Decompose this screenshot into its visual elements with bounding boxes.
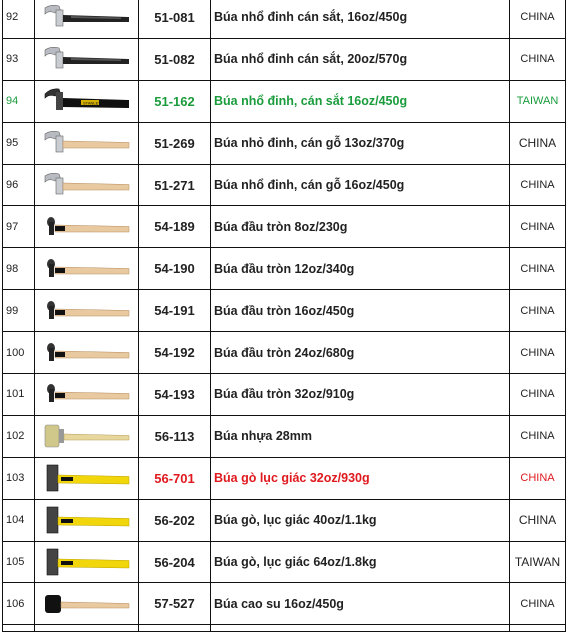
product-table [2, 0, 566, 632]
row-number: 96 [3, 164, 35, 206]
product-name: Búa đầu tròn 8oz/230g [211, 206, 510, 248]
product-image [35, 248, 139, 290]
product-code: 54-189 [139, 206, 211, 248]
ball-peen-hammer-icon [41, 212, 133, 242]
product-image [35, 122, 139, 164]
sledge-hammer-icon [41, 547, 133, 577]
row-number: 102 [3, 415, 35, 457]
product-name: Búa gò, lục giác 40oz/1.1kg [211, 499, 510, 541]
svg-text:STANLEY: STANLEY [82, 100, 101, 106]
table-row [3, 206, 566, 248]
product-name: Búa gò lục giác 32oz/930g [211, 457, 510, 499]
table-row [3, 80, 566, 122]
ball-peen-hammer-icon [41, 338, 133, 368]
product-image [35, 332, 139, 374]
row-number: 101 [3, 374, 35, 416]
claw-hammer-wood-icon [41, 170, 133, 200]
product-name: Búa nhổ đinh cán sắt, 16oz/450g [211, 0, 510, 38]
origin-country: TAIWAN [510, 80, 566, 122]
origin-country: CHINA [510, 374, 566, 416]
table-row [3, 541, 566, 583]
origin-country: CHINA [510, 415, 566, 457]
origin-country: CHINA [510, 248, 566, 290]
origin-country: CHINA [510, 122, 566, 164]
origin-country: CHINA [510, 0, 566, 38]
ball-peen-hammer-icon [41, 296, 133, 326]
product-image [35, 583, 139, 625]
product-image [35, 457, 139, 499]
table-row [3, 38, 566, 80]
ball-peen-hammer-icon [41, 379, 133, 409]
claw-hammer-black-icon [41, 86, 133, 116]
product-name: Búa đầu tròn 12oz/340g [211, 248, 510, 290]
product-code: 51-271 [139, 164, 211, 206]
table-row [3, 332, 566, 374]
product-image [35, 374, 139, 416]
claw-hammer-steel-icon [41, 44, 133, 74]
row-number: 97 [3, 206, 35, 248]
sledge-hammer-icon [41, 463, 133, 493]
table-row [3, 0, 566, 38]
row-number: 105 [3, 541, 35, 583]
product-code: 51-082 [139, 38, 211, 80]
table-row [3, 457, 566, 499]
row-number: 94 [3, 80, 35, 122]
product-image [35, 38, 139, 80]
product-code: 54-191 [139, 290, 211, 332]
origin-country: CHINA [510, 38, 566, 80]
product-name: Búa cao su 16oz/450g [211, 583, 510, 625]
product-name: Búa nhỏ đinh, cán gỗ 13oz/370g [211, 122, 510, 164]
product-table-body [3, 0, 566, 632]
claw-hammer-wood-icon [41, 128, 133, 158]
product-image [35, 206, 139, 248]
product-name: Búa đầu tròn 32oz/910g [211, 374, 510, 416]
origin-country: CHINA [510, 290, 566, 332]
empty-cell [211, 625, 510, 632]
product-name: Búa nhổ đinh cán sắt, 20oz/570g [211, 38, 510, 80]
empty-cell [510, 625, 566, 632]
product-image [35, 0, 139, 38]
product-name: Búa gò, lục giác 64oz/1.8kg [211, 541, 510, 583]
product-code: 54-190 [139, 248, 211, 290]
product-code: 56-701 [139, 457, 211, 499]
product-code: 51-162 [139, 80, 211, 122]
product-name: Búa đầu tròn 16oz/450g [211, 290, 510, 332]
empty-cell [35, 625, 139, 632]
product-image [35, 415, 139, 457]
table-row [3, 499, 566, 541]
table-row [3, 290, 566, 332]
row-number: 106 [3, 583, 35, 625]
table-row [3, 248, 566, 290]
row-number: 99 [3, 290, 35, 332]
sledge-hammer-icon [41, 505, 133, 535]
product-name: Búa nhổ đinh, cán sắt 16oz/450g [211, 80, 510, 122]
origin-country: CHINA [510, 457, 566, 499]
row-number: 103 [3, 457, 35, 499]
row-number: 92 [3, 0, 35, 38]
product-image [35, 80, 139, 122]
origin-country: CHINA [510, 499, 566, 541]
plastic-hammer-icon [41, 421, 133, 451]
origin-country: CHINA [510, 206, 566, 248]
table-row [3, 415, 566, 457]
product-code: 57-527 [139, 583, 211, 625]
row-number: 93 [3, 38, 35, 80]
table-row [3, 122, 566, 164]
table-row [3, 374, 566, 416]
product-code: 56-204 [139, 541, 211, 583]
product-code: 56-202 [139, 499, 211, 541]
origin-country: TAIWAN [510, 541, 566, 583]
origin-country: CHINA [510, 583, 566, 625]
product-name: Búa nhổ đinh, cán gỗ 16oz/450g [211, 164, 510, 206]
claw-hammer-steel-icon [41, 2, 133, 32]
product-name: Búa nhựa 28mm [211, 415, 510, 457]
product-code: 54-193 [139, 374, 211, 416]
product-code: 51-081 [139, 0, 211, 38]
product-image [35, 290, 139, 332]
empty-cell [139, 625, 211, 632]
empty-cell [3, 625, 35, 632]
ball-peen-hammer-icon [41, 254, 133, 284]
row-number: 100 [3, 332, 35, 374]
origin-country: CHINA [510, 332, 566, 374]
product-image [35, 541, 139, 583]
origin-country: CHINA [510, 164, 566, 206]
row-number: 104 [3, 499, 35, 541]
product-name: Búa đầu tròn 24oz/680g [211, 332, 510, 374]
product-code: 56-113 [139, 415, 211, 457]
product-image [35, 164, 139, 206]
product-code: 51-269 [139, 122, 211, 164]
row-number: 98 [3, 248, 35, 290]
table-row-partial [3, 625, 566, 632]
row-number: 95 [3, 122, 35, 164]
table-row [3, 583, 566, 625]
rubber-mallet-icon [41, 589, 133, 619]
product-image [35, 499, 139, 541]
product-code: 54-192 [139, 332, 211, 374]
table-row [3, 164, 566, 206]
